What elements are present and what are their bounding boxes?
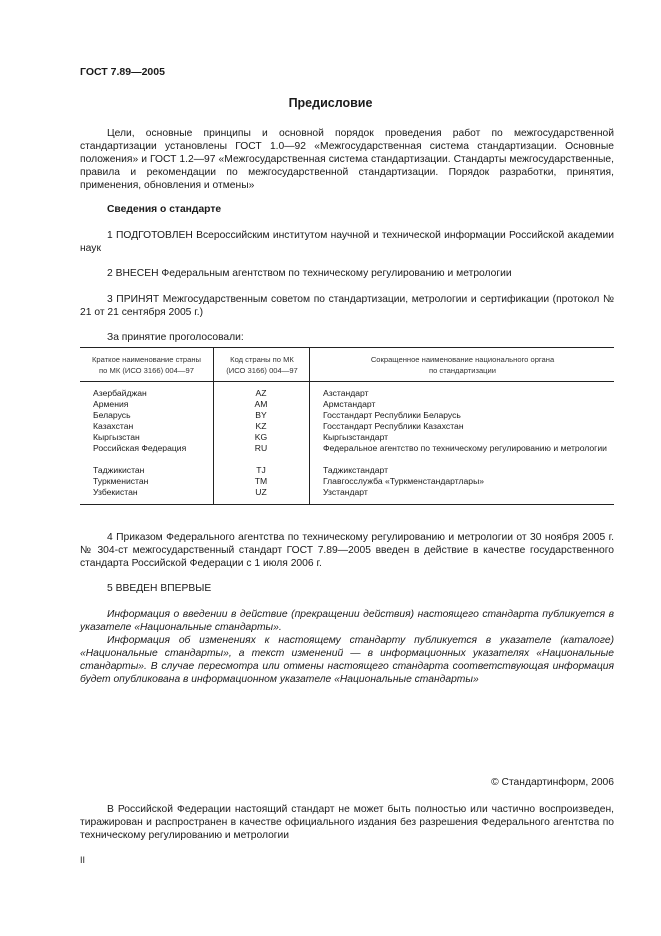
country-code: TJ bbox=[256, 465, 266, 475]
country-name: Азербайджан bbox=[93, 388, 147, 398]
item-adopted: 3 ПРИНЯТ Межгосударственным советом по стандартизации, метрологии и сертификации (протокол № 21 от 21 сентября 2005 г.) bbox=[80, 294, 614, 318]
table-row bbox=[80, 388, 614, 399]
country-name: Таджикистан bbox=[93, 465, 145, 475]
voting-table bbox=[80, 347, 614, 505]
table-header bbox=[80, 348, 614, 382]
header-code: Код страны по МК (ИСО 3166) 004—97 bbox=[213, 348, 310, 381]
national-body: Госстандарт Республики Беларусь bbox=[323, 410, 461, 420]
table-row bbox=[80, 476, 614, 487]
item-prepared: 1 ПОДГОТОВЛЕН Всероссийским институтом научной и технической информации Российской академии наук bbox=[80, 230, 614, 254]
national-body: Главгосслужба «Туркменстандартлары» bbox=[323, 476, 485, 486]
copyright: © Стандартинформ, 2006 bbox=[491, 777, 614, 788]
national-body: Федеральное агентство по техническому регулированию и метрологии bbox=[323, 443, 607, 453]
country-name: Кыргызстан bbox=[93, 432, 140, 442]
item-first-introduced: 5 ВВЕДЕН ВПЕРВЫЕ bbox=[107, 583, 212, 594]
page-title: Предисловие bbox=[288, 96, 373, 110]
country-code: KG bbox=[254, 432, 268, 442]
item-introduced: 2 ВНЕСЕН Федеральным агентством по техническому регулированию и метрологии bbox=[107, 268, 512, 279]
national-body: Армстандарт bbox=[323, 399, 376, 409]
country-name: Узбекистан bbox=[93, 487, 138, 497]
table-row bbox=[80, 487, 614, 498]
info-publication: Информация о введении в действие (прекращении действия) настоящего стандарта публикуется в указателе «Национальные стандарты». bbox=[80, 609, 614, 633]
country-code: AZ bbox=[255, 388, 267, 398]
header-country: Краткое наименование страны по МК (ИСО 3166) 004—97 bbox=[92, 354, 201, 375]
page-number: II bbox=[80, 855, 86, 865]
reproduction-notice: В Российской Федерации настоящий стандарт не может быть полностью или частично воспроизведен, тиражирован и распространен в качестве официального издания без разрешения Федерального агентства по техническому регулированию и метрологии bbox=[80, 804, 614, 841]
table-row bbox=[80, 421, 614, 432]
national-body: Кыргызстандарт bbox=[323, 432, 389, 442]
country-code: AM bbox=[254, 399, 268, 409]
national-body: Госстандарт Республики Казахстан bbox=[323, 421, 464, 431]
intro-paragraph: Цели, основные принципы и основной порядок проведения работ по межгосударственной стандартизации установлены ГОСТ 1.0—92 «Межгосударственная система стандартизации. Основные положения» и ГОСТ 1.2—97 «Межгосударственная система стандартизации. Стандарты межгосударственные, правила и рекомендации по межгосударственной стандартизации. Порядок разработки, принятия, применения, обновления и отмены» bbox=[80, 128, 614, 191]
country-name: Российская Федерация bbox=[93, 443, 187, 453]
header-organization: Сокращенное наименование национального органа по стандартизации bbox=[309, 348, 615, 381]
country-code: TM bbox=[254, 476, 268, 486]
item-order: 4 Приказом Федерального агентства по техническому регулированию и метрологии от 30 ноября 2005 г. № 304-ст межгосударственный стандарт ГОСТ 7.89—2005 введен в действие в качестве государственного стандарта Российской Федерации с 1 июля 2006 г. bbox=[80, 532, 614, 569]
country-name: Туркменистан bbox=[93, 476, 149, 486]
voted-label: За принятие проголосовали: bbox=[107, 332, 244, 343]
country-name: Казахстан bbox=[93, 421, 134, 431]
table-row bbox=[80, 465, 614, 476]
national-body: Узстандарт bbox=[323, 487, 368, 497]
table-row bbox=[80, 432, 614, 443]
national-body: Таджикстандарт bbox=[323, 465, 389, 475]
country-code: RU bbox=[254, 443, 268, 453]
country-name: Армения bbox=[93, 399, 129, 409]
country-name: Беларусь bbox=[93, 410, 131, 420]
table-body bbox=[80, 388, 614, 498]
country-code: BY bbox=[255, 410, 267, 420]
national-body: Азстандарт bbox=[323, 388, 369, 398]
table-row bbox=[80, 399, 614, 410]
country-code: UZ bbox=[255, 487, 267, 497]
info-changes: Информация об изменениях к настоящему стандарту публикуется в указателе (каталоге) «Национальные стандарты», а текст изменений — в информационных указателях «Национальные стандарты». В случае пересмотра или отмены настоящего стандарта соответствующая информация будет опубликована в информационном указателе «Национальные стандарты» bbox=[80, 635, 614, 685]
section-heading: Сведения о стандарте bbox=[107, 204, 222, 215]
country-code: KZ bbox=[255, 421, 267, 431]
document-header: ГОСТ 7.89—2005 bbox=[80, 66, 165, 78]
table-row bbox=[80, 410, 614, 421]
table-row bbox=[80, 443, 614, 465]
